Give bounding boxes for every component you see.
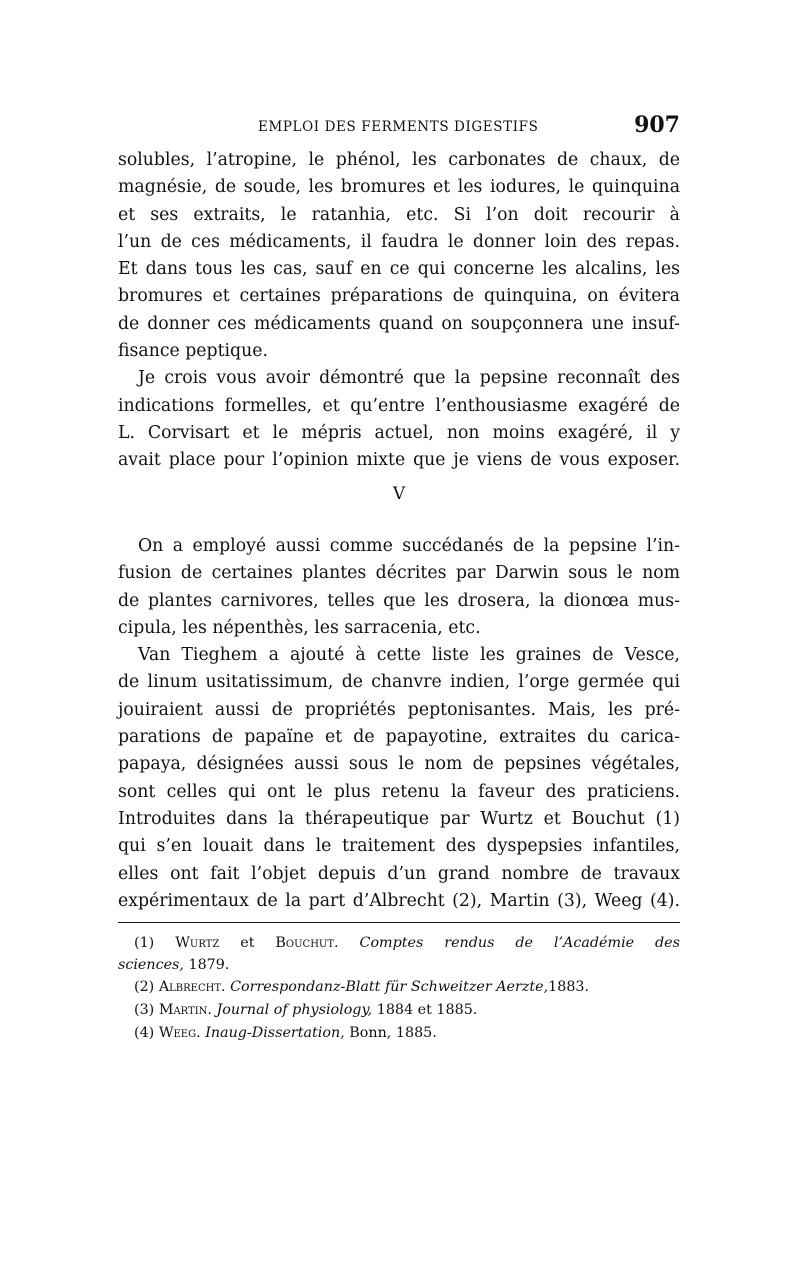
text-line: magnésie, de soude, les bromures et les iodures, le quinquina bbox=[118, 177, 680, 198]
footnote-1-continuation bbox=[118, 955, 680, 976]
text-line: qui s’en louait dans le traitement des dyspepsies infantiles, bbox=[118, 836, 680, 857]
footnote-title: sciences, bbox=[118, 957, 184, 973]
text-line: bromures et certaines préparations de quinquina, on évitera bbox=[118, 286, 680, 307]
text-line: solubles, l’atropine, le phénol, les carbonates de chaux, de bbox=[118, 150, 680, 170]
page-header bbox=[118, 112, 680, 142]
footnote-number: (3) bbox=[134, 1002, 155, 1018]
body-text-top bbox=[118, 147, 680, 475]
footnote-4 bbox=[118, 1022, 680, 1045]
page-number: 907 bbox=[634, 112, 680, 138]
footnote-year: 1883. bbox=[548, 979, 590, 995]
footnote-3 bbox=[118, 999, 680, 1022]
footnote-author: Martin. bbox=[158, 1002, 212, 1018]
footnote-conjunction: et bbox=[240, 935, 255, 951]
footnote-title: Correspondanz-Blatt für Schweitzer Aerzte, bbox=[230, 979, 549, 995]
text-line: L. Corvisart et le mépris actuel, non moins exagéré, il y bbox=[118, 422, 680, 443]
footnote-title: Journal of physiology, bbox=[216, 1002, 373, 1018]
text-line: Je crois vous avoir démontré que la pepsine reconnaît des bbox=[138, 368, 680, 389]
text-line: cipula, les népenthès, les sarracenia, etc. bbox=[118, 617, 481, 638]
footnote-number: (2) bbox=[134, 979, 155, 995]
text-line: et ses extraits, le ratanhia, etc. Si l’on doit recourir à bbox=[118, 204, 680, 225]
section-title: V bbox=[392, 484, 406, 504]
text-line: de donner ces médicaments quand on soupçonnera une insuf- bbox=[118, 313, 680, 334]
text-line: indications formelles, et qu’entre l’enthousiasme exagéré de bbox=[118, 395, 680, 416]
footnote-title: Inaug-Dissertation, bbox=[205, 1025, 345, 1041]
footnote-author: Bouchut. bbox=[275, 935, 339, 951]
text-line: Introduites dans la thérapeutique par Wurtz et Bouchut (1) bbox=[118, 808, 680, 829]
footnote-year: Bonn, 1885. bbox=[349, 1025, 437, 1041]
text-line: jouiraient aussi de propriétés peptonisantes. Mais, les pré- bbox=[118, 699, 680, 720]
footnote-2 bbox=[118, 976, 680, 999]
text-line: papaya, désignées aussi sous le nom de pepsines végétales, bbox=[118, 754, 680, 775]
footnote-author: Wurtz bbox=[175, 935, 220, 951]
text-line: Van Tieghem a ajouté à cette liste les graines de Vesce, bbox=[138, 645, 680, 666]
footnote-number: (1) bbox=[134, 935, 155, 951]
text-line: de plantes carnivores, telles que les drosera, la dionœa mus- bbox=[118, 590, 680, 611]
footnote-divider bbox=[118, 922, 680, 923]
text-line: sont celles qui ont le plus retenu la faveur des praticiens. bbox=[118, 781, 680, 802]
text-line: fusion de certaines plantes décrites par Darwin sous le nom bbox=[118, 563, 680, 584]
footnote-year: 1884 et 1885. bbox=[376, 1002, 478, 1018]
footnote-1 bbox=[118, 932, 680, 955]
text-line: elles ont fait l’objet depuis d’un grand nombre de travaux bbox=[118, 863, 680, 884]
text-line: fisance peptique. bbox=[118, 341, 268, 362]
footnote-number: (4) bbox=[134, 1025, 155, 1041]
running-head: EMPLOI DES FERMENTS DIGESTIFS bbox=[258, 119, 539, 135]
text-line: avait place pour l’opinion mixte que je viens de vous exposer. bbox=[118, 450, 680, 471]
text-line: l’un de ces médicaments, il faudra le donner loin des repas. bbox=[118, 231, 680, 252]
text-line: On a employé aussi comme succédanés de la pepsine l’in- bbox=[138, 536, 680, 556]
footnote-title: Comptes rendus de l’Académie des bbox=[359, 935, 680, 951]
text-line: parations de papaïne et de papayotine, extraites du carica- bbox=[118, 727, 680, 748]
text-line: de linum usitatissimum, de chanvre indien, l’orge germée qui bbox=[118, 672, 680, 693]
footnote-author: Weeg. bbox=[158, 1025, 201, 1041]
body-text-section bbox=[118, 533, 680, 915]
text-line: expérimentaux de la part d’Albrecht (2), Martin (3), Weeg (4). bbox=[118, 890, 680, 911]
footnotes bbox=[118, 932, 680, 1045]
footnote-author: Albrecht. bbox=[158, 979, 226, 995]
text-line: Et dans tous les cas, sauf en ce qui concerne les alcalins, les bbox=[118, 259, 680, 280]
footnote-year: 1879. bbox=[188, 957, 230, 973]
